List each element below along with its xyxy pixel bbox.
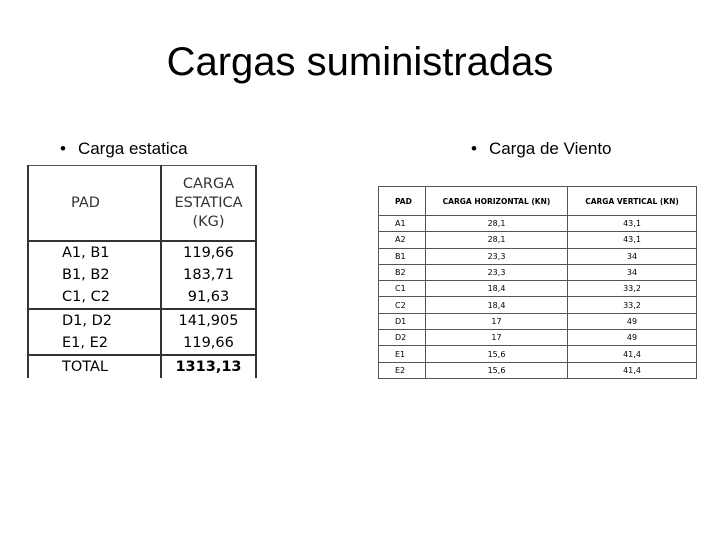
slide-title: Cargas suministradas — [166, 40, 554, 84]
vertical-cell: 43,1 — [568, 232, 697, 248]
value-cell: 119,66 — [161, 332, 256, 355]
horizontal-cell: 15,6 — [426, 346, 568, 362]
pad-cell: C2 — [379, 297, 426, 313]
horizontal-cell: 18,4 — [426, 297, 568, 313]
total-label: TOTAL — [28, 355, 161, 378]
horizontal-cell: 17 — [426, 330, 568, 346]
bullet-carga-viento — [471, 139, 612, 159]
bullet-label: Carga de Viento — [488, 139, 612, 158]
vertical-cell: 34 — [568, 248, 697, 264]
vertical-cell: 41,4 — [568, 362, 697, 378]
header-carga-estatica — [161, 166, 256, 242]
pad-cell: A1, B1 — [28, 241, 161, 264]
table-header-row — [28, 166, 256, 242]
header-line: CARGA — [182, 175, 235, 192]
horizontal-cell: 18,4 — [426, 281, 568, 297]
table-row — [28, 309, 256, 332]
pad-cell: C1 — [379, 281, 426, 297]
static-load-table — [27, 165, 257, 378]
horizontal-cell: 28,1 — [426, 216, 568, 232]
table-row — [379, 232, 697, 248]
pad-cell: D1, D2 — [28, 309, 161, 332]
table-header-row — [379, 187, 697, 216]
bullet-carga-estatica — [60, 139, 188, 159]
horizontal-cell: 23,3 — [426, 264, 568, 280]
horizontal-cell: 23,3 — [426, 248, 568, 264]
table-row — [379, 281, 697, 297]
horizontal-cell: 15,6 — [426, 362, 568, 378]
horizontal-cell: 17 — [426, 313, 568, 329]
table-row — [379, 346, 697, 362]
bullet-label: Carga estatica — [77, 139, 188, 158]
table-row — [379, 216, 697, 232]
value-cell: 183,71 — [161, 264, 256, 286]
bullet-dot-icon: • — [60, 139, 66, 158]
table-row — [379, 313, 697, 329]
pad-cell: E1, E2 — [28, 332, 161, 355]
table-row — [379, 248, 697, 264]
pad-cell: B2 — [379, 264, 426, 280]
table-row — [379, 330, 697, 346]
vertical-cell: 41,4 — [568, 346, 697, 362]
table-row — [28, 264, 256, 286]
vertical-cell: 49 — [568, 330, 697, 346]
pad-cell: D1 — [379, 313, 426, 329]
table-row — [379, 264, 697, 280]
header-line: ESTATICA — [174, 194, 243, 211]
wind-load-table — [378, 186, 697, 379]
pad-cell: E2 — [379, 362, 426, 378]
vertical-cell: 33,2 — [568, 281, 697, 297]
table-row — [28, 286, 256, 309]
pad-cell: E1 — [379, 346, 426, 362]
vertical-cell: 43,1 — [568, 216, 697, 232]
header-carga-vertical: CARGA VERTICAL (KN) — [568, 187, 697, 216]
table-row — [28, 241, 256, 264]
header-pad: PAD — [28, 166, 161, 242]
value-cell: 141,905 — [161, 309, 256, 332]
header-carga-horizontal: CARGA HORIZONTAL (KN) — [426, 187, 568, 216]
table-row — [28, 332, 256, 355]
value-cell: 119,66 — [161, 241, 256, 264]
horizontal-cell: 28,1 — [426, 232, 568, 248]
pad-cell: A2 — [379, 232, 426, 248]
bullet-dot-icon: • — [471, 139, 477, 158]
pad-cell: C1, C2 — [28, 286, 161, 309]
pad-cell: B1 — [379, 248, 426, 264]
table-row — [379, 362, 697, 378]
vertical-cell: 49 — [568, 313, 697, 329]
pad-cell: D2 — [379, 330, 426, 346]
value-cell: 91,63 — [161, 286, 256, 309]
table-row — [379, 297, 697, 313]
total-value: 1313,13 — [161, 355, 256, 378]
vertical-cell: 33,2 — [568, 297, 697, 313]
pad-cell: B1, B2 — [28, 264, 161, 286]
header-line: (KG) — [192, 213, 225, 230]
pad-cell: A1 — [379, 216, 426, 232]
total-row — [28, 355, 256, 378]
header-pad: PAD — [379, 187, 426, 216]
vertical-cell: 34 — [568, 264, 697, 280]
